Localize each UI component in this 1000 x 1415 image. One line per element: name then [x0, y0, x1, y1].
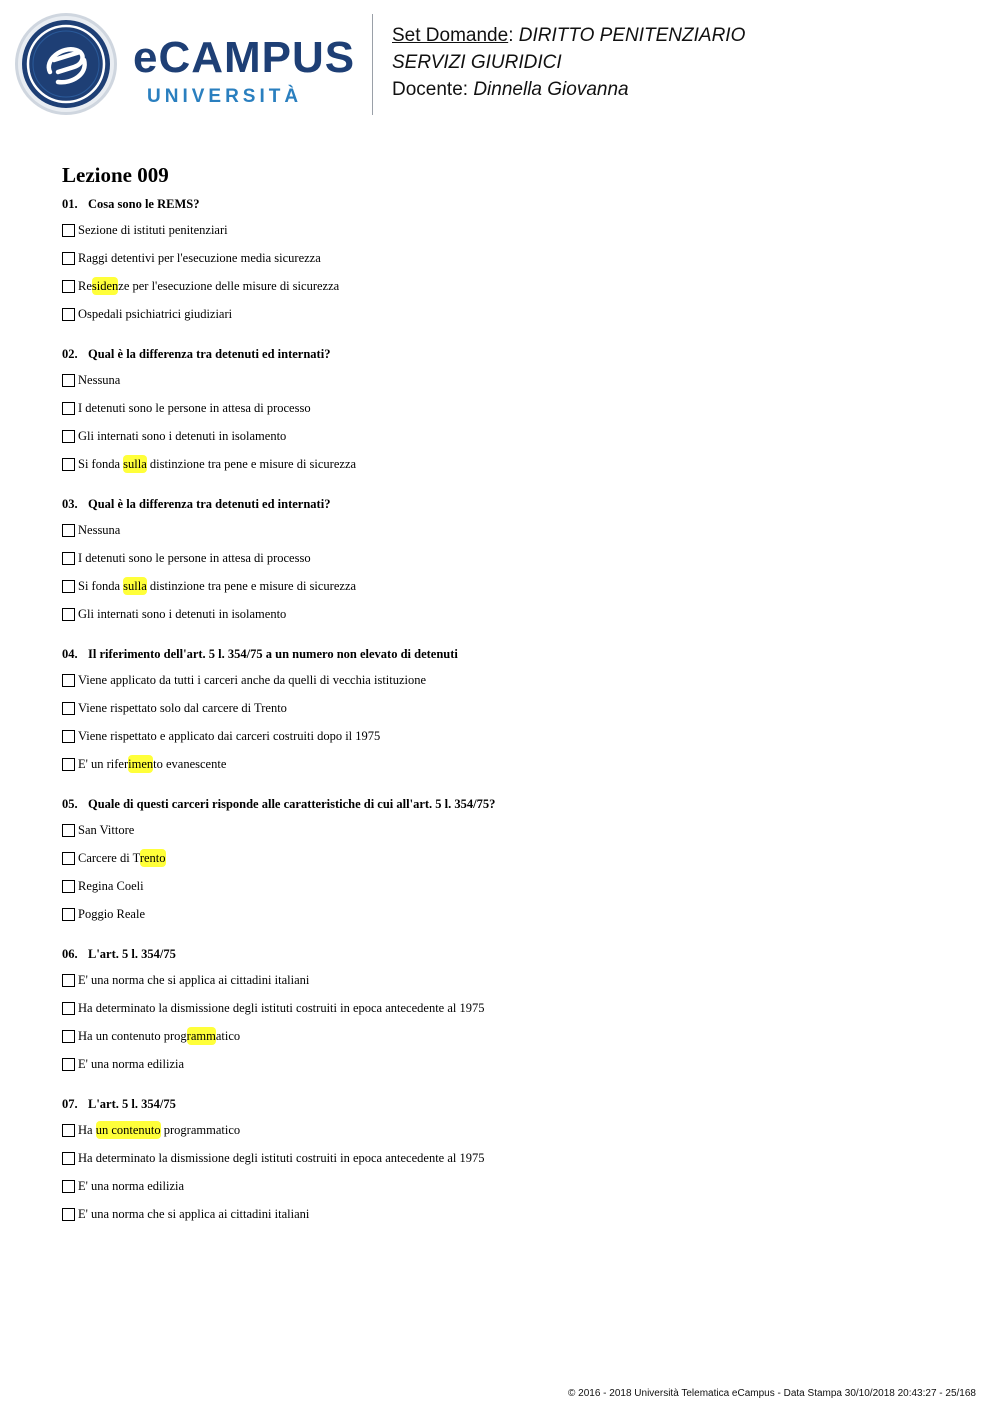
answer-checkbox[interactable]	[62, 308, 75, 321]
answer-option[interactable]	[62, 900, 942, 928]
highlighted-text: siden	[91, 278, 119, 293]
lesson-title: Lezione 009	[62, 163, 169, 187]
question-number: 05.	[62, 797, 78, 811]
answer-option[interactable]	[62, 244, 942, 272]
answer-checkbox[interactable]	[62, 1152, 75, 1165]
answer-option[interactable]	[62, 750, 942, 778]
answer-option[interactable]	[62, 544, 942, 572]
answer-checkbox[interactable]	[62, 552, 75, 565]
answer-text-pre: Ha un contenuto prog	[78, 1028, 187, 1043]
answer-text-pre: I detenuti sono le persone in attesa di processo	[78, 400, 311, 415]
answer-checkbox[interactable]	[62, 674, 75, 687]
answer-label	[78, 823, 134, 838]
answer-option[interactable]	[62, 872, 942, 900]
answer-label	[78, 1123, 240, 1138]
header-info	[392, 22, 745, 103]
set-label: Set Domande	[392, 25, 509, 46]
ecampus-logo	[133, 33, 356, 112]
question-number: 03.	[62, 497, 78, 511]
answer-checkbox[interactable]	[62, 1030, 75, 1043]
answer-text-pre: Carcere di T	[78, 850, 140, 865]
question-label: Il riferimento dell'art. 5 l. 354/75 a un numero non elevato di detenuti	[88, 647, 458, 661]
answer-option[interactable]	[62, 1200, 942, 1228]
answer-option[interactable]	[62, 572, 942, 600]
answer-checkbox[interactable]	[62, 1180, 75, 1193]
question-text	[62, 792, 942, 816]
answer-label	[78, 1151, 485, 1166]
answer-text-post: programmatico	[160, 1122, 241, 1137]
answer-label	[78, 251, 321, 266]
answer-label	[78, 523, 120, 538]
answer-checkbox[interactable]	[62, 824, 75, 837]
answer-option[interactable]	[62, 422, 942, 450]
answer-checkbox[interactable]	[62, 524, 75, 537]
answer-label	[78, 307, 232, 322]
answer-option[interactable]	[62, 516, 942, 544]
answer-label	[78, 279, 339, 294]
docente-line	[392, 76, 745, 103]
question-text	[62, 342, 942, 366]
answer-text-post: to evanescente	[153, 756, 227, 771]
answer-option[interactable]	[62, 216, 942, 244]
answer-text-post: distinzione tra pene e misure di sicurezza	[146, 578, 357, 593]
answer-text-pre: Ha	[78, 1122, 96, 1137]
answer-text-pre: Poggio Reale	[78, 906, 146, 921]
answer-option[interactable]	[62, 394, 942, 422]
answer-text-pre: Ospedali psichiatrici giudiziari	[78, 306, 233, 321]
answer-option[interactable]	[62, 272, 942, 300]
question-text	[62, 492, 942, 516]
question-text	[62, 942, 942, 966]
answer-option[interactable]	[62, 816, 942, 844]
answer-option[interactable]	[62, 994, 942, 1022]
answer-text-post: ze per l'esecuzione delle misure di sicurezza	[118, 278, 340, 293]
answer-checkbox[interactable]	[62, 252, 75, 265]
highlighted-text: sulla	[123, 456, 147, 471]
logo-subtitle-text: UNIVERSITÀ	[147, 86, 303, 107]
answer-option[interactable]	[62, 722, 942, 750]
answer-text-pre: Re	[78, 278, 92, 293]
answer-label	[78, 373, 120, 388]
answer-text-pre: Si fonda	[78, 456, 124, 471]
question-number: 06.	[62, 947, 78, 961]
answer-checkbox[interactable]	[62, 1124, 75, 1137]
answer-label	[78, 729, 380, 744]
answer-option[interactable]	[62, 694, 942, 722]
answer-label	[78, 551, 311, 566]
question-block	[62, 792, 942, 942]
answer-text-post: atico	[215, 1028, 241, 1043]
answer-checkbox[interactable]	[62, 730, 75, 743]
answer-checkbox[interactable]	[62, 280, 75, 293]
answer-label	[78, 701, 287, 716]
question-label: Quale di questi carceri risponde alle caratteristiche di cui all'art. 5 l. 354/75?	[88, 797, 496, 811]
question-number: 07.	[62, 1097, 78, 1111]
question-number: 04.	[62, 647, 78, 661]
highlighted-text: imen	[128, 756, 154, 771]
answer-label	[78, 457, 356, 472]
highlighted-text: un contenuto	[95, 1122, 161, 1137]
answer-label	[78, 757, 226, 772]
answer-checkbox[interactable]	[62, 1208, 75, 1221]
set-value-2: SERVIZI GIURIDICI	[392, 52, 562, 73]
answer-option[interactable]	[62, 966, 942, 994]
answer-option[interactable]	[62, 1172, 942, 1200]
answer-option[interactable]	[62, 450, 942, 478]
page-header	[0, 0, 1000, 130]
answer-checkbox[interactable]	[62, 374, 75, 387]
question-block	[62, 942, 942, 1092]
answer-label	[78, 907, 145, 922]
question-text	[62, 1092, 942, 1116]
answer-checkbox[interactable]	[62, 580, 75, 593]
answer-text-pre: E' una norma che si applica ai cittadini italiani	[78, 972, 310, 987]
answer-text-pre: Viene applicato da tutti i carceri anche da quelli di vecchia istituzione	[78, 672, 427, 687]
answer-checkbox[interactable]	[62, 852, 75, 865]
answer-label	[78, 673, 426, 688]
answer-checkbox[interactable]	[62, 430, 75, 443]
answer-label	[78, 1029, 240, 1044]
answer-text-pre: Ha determinato la dismissione degli istituti costruiti in epoca antecedente al 1975	[78, 1150, 485, 1165]
logo-brand-text: eCAMPUS	[133, 33, 356, 82]
answer-checkbox[interactable]	[62, 1058, 75, 1071]
question-set	[62, 160, 942, 1228]
answer-option[interactable]	[62, 1116, 942, 1144]
answer-label	[78, 851, 166, 866]
answer-text-pre: Raggi detentivi per l'esecuzione media sicurezza	[78, 250, 321, 265]
question-block	[62, 192, 942, 342]
answer-text-pre: Sezione di istituti penitenziari	[78, 222, 228, 237]
answer-label	[78, 223, 228, 238]
answer-text-pre: Viene rispettato solo dal carcere di Trento	[78, 700, 287, 715]
answer-option[interactable]	[62, 666, 942, 694]
answer-label	[78, 401, 311, 416]
answer-label	[78, 1001, 485, 1016]
answer-text-pre: Si fonda	[78, 578, 124, 593]
question-label: Cosa sono le REMS?	[88, 197, 200, 211]
answer-checkbox[interactable]	[62, 758, 75, 771]
answer-option[interactable]	[62, 1144, 942, 1172]
answer-checkbox[interactable]	[62, 1002, 75, 1015]
page-footer: © 2016 - 2018 Università Telematica eCampus - Data Stampa 30/10/2018 20:43:27 - 25/168	[568, 1388, 976, 1399]
answer-option[interactable]	[62, 1022, 942, 1050]
answer-checkbox[interactable]	[62, 458, 75, 471]
answer-text-pre: Nessuna	[78, 522, 121, 537]
answer-label	[78, 607, 286, 622]
answer-checkbox[interactable]	[62, 224, 75, 237]
set-line: Set Domande: DIRITTO PENITENZIARIO	[392, 25, 746, 46]
answer-option[interactable]	[62, 600, 942, 628]
question-block	[62, 1092, 942, 1228]
answer-text-pre: San Vittore	[78, 822, 135, 837]
question-text	[62, 192, 942, 216]
header-divider	[372, 14, 373, 115]
answer-checkbox[interactable]	[62, 908, 75, 921]
answer-text-pre: I detenuti sono le persone in attesa di processo	[78, 550, 311, 565]
highlighted-text: rento	[139, 850, 166, 865]
answer-checkbox[interactable]	[62, 974, 75, 987]
answer-checkbox[interactable]	[62, 880, 75, 893]
question-text	[62, 642, 942, 666]
answer-text-pre: Regina Coeli	[78, 878, 144, 893]
answer-text-pre: Nessuna	[78, 372, 121, 387]
answer-label	[78, 579, 356, 594]
answer-option[interactable]	[62, 300, 942, 328]
answer-checkbox[interactable]	[62, 402, 75, 415]
answer-label	[78, 973, 309, 988]
question-label: L'art. 5 l. 354/75	[88, 1097, 176, 1111]
question-number: 01.	[62, 197, 78, 211]
answer-option[interactable]	[62, 366, 942, 394]
answer-option[interactable]	[62, 1050, 942, 1078]
set-line-2	[392, 49, 745, 76]
answer-label	[78, 1179, 184, 1194]
highlighted-text: ramm	[186, 1028, 216, 1043]
answer-text-pre: Ha determinato la dismissione degli istituti costruiti in epoca antecedente al 1975	[78, 1000, 485, 1015]
answer-option[interactable]	[62, 844, 942, 872]
answer-label	[78, 879, 144, 894]
docente-value: Dinnella Giovanna	[473, 79, 629, 100]
answer-text-pre: Gli internati sono i detenuti in isolamento	[78, 428, 287, 443]
question-block	[62, 492, 942, 642]
question-label: L'art. 5 l. 354/75	[88, 947, 176, 961]
question-block	[62, 342, 942, 492]
answer-checkbox[interactable]	[62, 702, 75, 715]
answer-label	[78, 429, 286, 444]
answer-checkbox[interactable]	[62, 608, 75, 621]
question-number: 02.	[62, 347, 78, 361]
set-value: DIRITTO PENITENZIARIO	[518, 25, 746, 46]
ecampus-emblem-icon	[14, 12, 118, 116]
answer-text-pre: Viene rispettato e applicato dai carceri costruiti dopo il 1975	[78, 728, 381, 743]
answer-text-pre: E' una norma edilizia	[78, 1056, 185, 1071]
question-list	[62, 192, 942, 1228]
answer-text-pre: Gli internati sono i detenuti in isolamento	[78, 606, 287, 621]
answer-text-pre: E' una norma edilizia	[78, 1178, 185, 1193]
question-block	[62, 642, 942, 792]
answer-text-pre: E' un rifer	[78, 756, 129, 771]
question-label: Qual è la differenza tra detenuti ed internati?	[88, 347, 331, 361]
answer-label	[78, 1207, 309, 1222]
answer-text-post: distinzione tra pene e misure di sicurezza	[146, 456, 357, 471]
answer-text-pre: E' una norma che si applica ai cittadini italiani	[78, 1206, 310, 1221]
docente-label: Docente:	[392, 79, 469, 100]
highlighted-text: sulla	[123, 578, 147, 593]
question-label: Qual è la differenza tra detenuti ed internati?	[88, 497, 331, 511]
answer-label	[78, 1057, 184, 1072]
